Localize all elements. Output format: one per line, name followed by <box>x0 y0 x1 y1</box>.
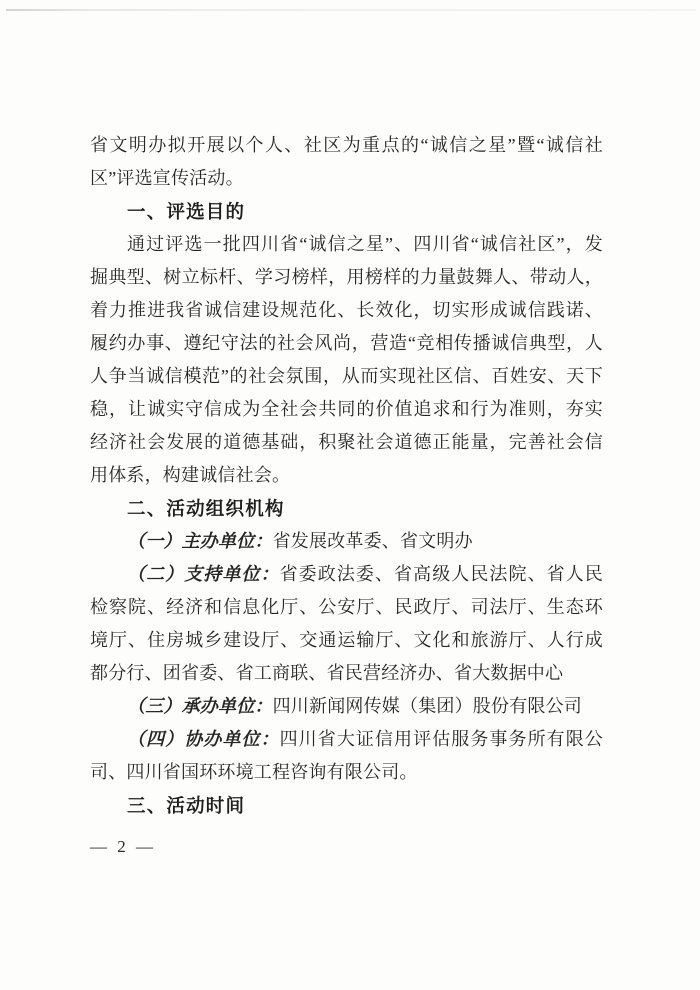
text-line-organizer <box>90 690 603 723</box>
text-line: 区”评选宣传活动。 <box>90 168 244 188</box>
org-role-label: （四）协办单位： <box>127 729 280 749</box>
text-line: 掘典型、树立标杆、学习榜样，用榜样的力量鼓舞人、带动人， <box>90 267 603 287</box>
org-role-label: （二）支持单位： <box>127 564 280 584</box>
text-line: 人争当诚信模范”的社会氛围，从而实现社区信、百姓安、天下 <box>90 366 603 386</box>
text-line: 省文明办拟开展以个人、社区为重点的“诚信之星”暨“诚信社 <box>90 135 603 155</box>
page-number: — 2 — <box>90 837 156 856</box>
text-line: 境厅、住房城乡建设厅、交通运输厅、文化和旅游厅、人行成 <box>90 630 603 650</box>
text-line: 检察院、经济和信息化厅、公安厅、民政厅、司法厅、生态环 <box>90 597 603 617</box>
text-line: 稳，让诚实守信成为全社会共同的价值追求和行为准则，夯实 <box>90 399 603 419</box>
text-line: 都分行、团省委、省工商联、省民营经济办、省大数据中心 <box>90 663 564 683</box>
org-names-text: 四川省大证信用评估服务事务所有限公 <box>279 729 603 749</box>
text-line: 履约办事、遵纪守法的社会风尚，营造“竞相传播诚信典型，人 <box>90 333 603 353</box>
section-heading-3: 三、活动时间 <box>127 795 246 816</box>
text-line: 用体系，构建诚信社会。 <box>90 465 291 485</box>
org-names-text: 省委政法委、省高级人民法院、省人民 <box>279 564 603 584</box>
text-line-organizer <box>90 525 603 558</box>
text-line: 司、四川省国环环境工程咨询有限公司。 <box>90 762 418 782</box>
org-role-label: （一）主办单位： <box>127 531 273 551</box>
org-role-label: （三）承办单位： <box>127 696 273 716</box>
text-line: 经济社会发展的道德基础，积聚社会道德正能量，完善社会信 <box>90 432 603 452</box>
org-names-text: 四川新闻网传媒（集团）股份有限公司 <box>272 696 583 716</box>
text-line: 着力推进我省诚信建设规范化、长效化，切实形成诚信践诺、 <box>90 300 603 320</box>
text-line-organizer <box>90 723 603 756</box>
section-heading-2: 二、活动组织机构 <box>127 498 285 519</box>
section-heading-1: 一、评选目的 <box>127 201 246 222</box>
scan-artifact-line <box>6 9 696 11</box>
org-names-text: 省发展改革委、省文明办 <box>272 531 473 551</box>
text-line-organizer <box>90 558 603 591</box>
text-line: 通过评选一批四川省“诚信之星”、四川省“诚信社区”，发 <box>127 234 603 254</box>
document-body <box>90 129 603 822</box>
